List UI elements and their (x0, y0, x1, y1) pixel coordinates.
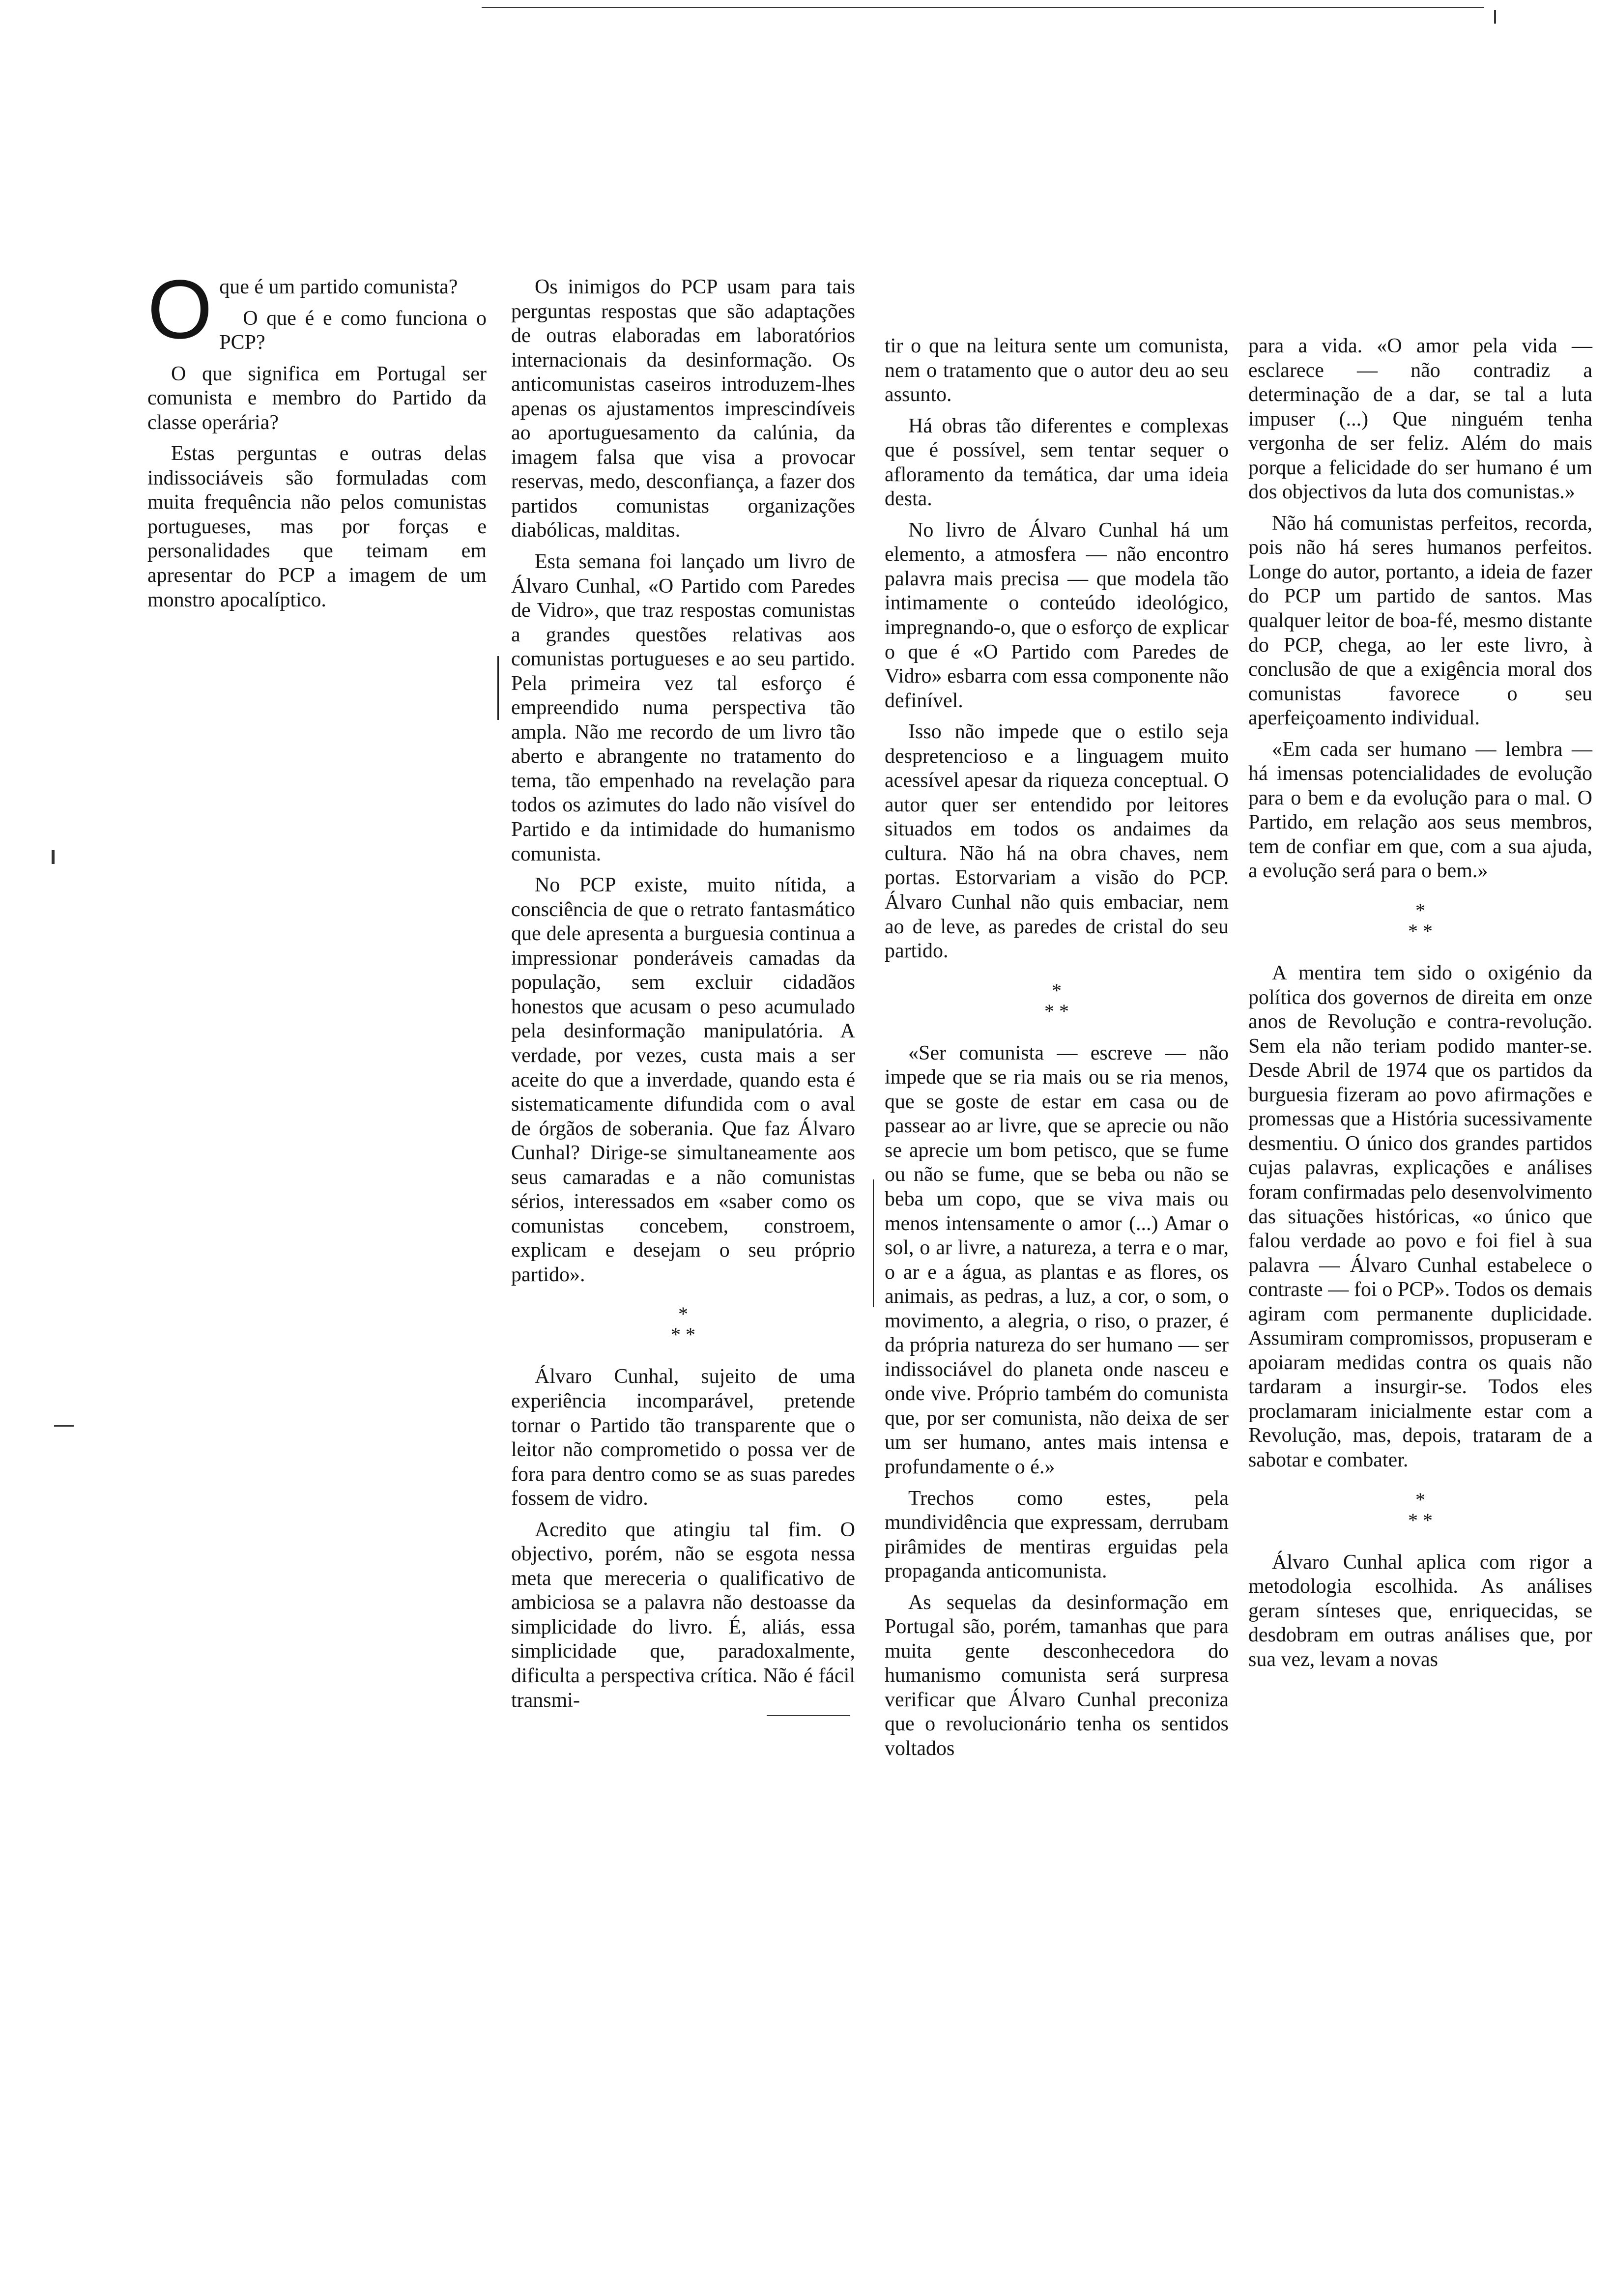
paragraph: Estas perguntas e outras delas indissociáveis são formuladas com muita frequência não pelos comunistas portugueses, mas por forças e personalidades que teimam em apresentar do PCP a imagem de um monstro apocalíptico. (147, 442, 487, 611)
paragraph: para a vida. «O amor pela vida — esclarece — não contradiz a determinação de a dar, se tal a luta impuser (...) Que ninguém tenha vergonha de ser feliz. Além do mais porque a felicidade do ser humano é um dos objectivos da luta dos comunistas.» (1248, 335, 1592, 504)
top-edge-line (482, 7, 1484, 8)
paragraph: Acredito que atingiu tal fim. O objectivo, porém, não se esgota nessa meta que mereceria o qualificativo de ambiciosa se a palavra não destoasse da simplicidade do livro. É, aliás, essa simplicidade que, paradoxalmente, dificulta a perspectiva crítica. Não é fácil transmi- (511, 1518, 855, 1712)
paragraph: As sequelas da desinformação em Portugal são, porém, tamanhas que para muita gente desconhecedora do humanismo comunista será surpresa verificar que Álvaro Cunhal preconiza que o revolucionário tenha os sentidos voltados (885, 1591, 1229, 1760)
section-separator: * * * (1044, 979, 1069, 1022)
section-separator: * * * (671, 1303, 695, 1346)
drop-cap: O (147, 263, 213, 356)
paragraph: Esta semana foi lançado um livro de Álvaro Cunhal, «O Partido com Paredes de Vidro», que traz respostas comunistas a grandes questões relativas aos comunistas portugueses e ao seu partido. Pela primeira vez tal esforço é empreendido numa perspectiva tão ampla. Não me recordo de um livro tão aberto e abrangente no tratamento do tema, tão empenhado na revelação para todos os azimutes do lado não visível do Partido e da intimidade do humanismo comunista. (511, 550, 855, 865)
paragraph: No livro de Álvaro Cunhal há um elemento, a atmosfera — não encontro palavra mais precisa — que modela tão intimamente o conteúdo ideológico, impregnando-o, que o esforço de explicar o que é «O Partido com Paredes de Vidro» esbarra com essa componente não definível. (885, 518, 1229, 712)
paragraph: Trechos como estes, pela mundividência que expressam, derrubam pirâmides de mentiras erguidas pela propaganda anticomunista. (885, 1487, 1229, 1583)
paragraph: Isso não impede que o estilo seja despretencioso e a linguagem muito acessível apesar da riqueza conceptual. O autor quer ser entendido por leitores situados em todos os andaimes da cultura. Não há na obra chaves, nem portas. Estorvariam a visão do PCP. Álvaro Cunhal não quis embaciar, nem ao de leve, as paredes de cristal do seu partido. (885, 720, 1229, 963)
section-separator: * * * (1408, 1488, 1433, 1531)
article-column-2 (511, 275, 855, 1720)
section-separator: * * * (1408, 899, 1433, 943)
paragraph: Álvaro Cunhal, sujeito de uma experiência incomparável, pretende tornar o Partido tão transparente que o leitor não comprometido o possa ver de fora para dentro como se as suas paredes fossem de vidro. (511, 1365, 855, 1510)
paragraph: Os inimigos do PCP usam para tais perguntas respostas que são adaptações de outras elaboradas em laboratórios internacionais da desinformação. Os anticomunistas caseiros introduzem-lhes apenas os ajustamentos imprescindíveis ao aportuguesamento da calúnia, da imagem falsa que visa a provocar reservas, medo, desconfiança, a fazer dos partidos comunistas organizações diabólicas, malditas. (511, 276, 855, 542)
article-column-4 (1248, 334, 1592, 1679)
paragraph: tir o que na leitura sente um comunista, nem o tratamento que o autor deu ao seu assunto. (885, 335, 1229, 406)
paragraph: «Ser comunista — escreve — não impede que se ria mais ou se ria menos, que se goste de estar em casa ou de passear ao ar livre, que se aprecie ou não se aprecie um bom petisco, que se fume ou não se fume, que se beba ou não se beba um copo, que se viva mais ou menos intensamente o amor (...) Amar o sol, o ar livre, a natureza, a terra e o mar, o ar e a água, as plantas e as flores, os animais, as pedras, a luz, a cor, o som, o movimento, a alegria, o riso, o prazer, é da própria natureza do ser humano — ser indissociável do planeta onde nasceu e onde vive. Próprio também do comunista que, por ser comunista, não deixa de ser um ser humano, antes mais intensa e profundamente o é.» (885, 1041, 1229, 1478)
lead-text: que é um partido comunista? (219, 276, 458, 298)
scan-speck (1494, 10, 1496, 24)
scan-speck (52, 850, 55, 864)
paragraph: No PCP existe, muito nítida, a consciência de que o retrato fantasmático que dele apresenta a burguesia continua a impressionar ponderáveis camadas da população, sem excluir cidadãos honestos que acusam o peso acumulado pela desinformação manipulatória. A verdade, por vezes, custa mais a ser aceite do que a inverdade, quando esta é sistematicamente difundida com o aval de órgãos de soberania. Que faz Álvaro Cunhal? Dirige-se simultaneamente aos seus camaradas e a não comunistas sérios, interessados em «saber como os comunistas concebem, constroem, explicam e desejam o seu próprio partido». (511, 874, 855, 1286)
scan-speck (54, 1425, 74, 1427)
article-column-3 (885, 334, 1229, 1768)
article-column-1 (147, 263, 487, 619)
paragraph: Álvaro Cunhal aplica com rigor a metodologia escolhida. As análises geram sínteses que, enriquecidas, se desdobram em outras análises que, por sua vez, levam a novas (1248, 1550, 1592, 1671)
paragraph: Há obras tão diferentes e complexas que é possível, sem tentar sequer o afloramento da temática, dar uma ideia desta. (885, 414, 1229, 511)
paragraph: O que significa em Portugal ser comunista e membro do Partido da classe operária? (147, 362, 487, 434)
column-rule (497, 656, 499, 720)
column-rule (873, 1179, 874, 1307)
paragraph: Não há comunistas perfeitos, recorda, pois não há seres humanos perfeitos. Longe do autor, portanto, a ideia de fazer do PCP um partido de santos. Mas qualquer leitor de boa-fé, mesmo distante do PCP, chega, ao ler este livro, à conclusão de que a exigência moral dos comunistas favorece o seu aperfeiçoamento individual. (1248, 512, 1592, 730)
paragraph: «Em cada ser humano — lembra — há imensas potencialidades de evolução para o bem e da evolução para o mal. O Partido, em relação aos seus membros, tem de confiar em que, com a sua ajuda, a evolução será para o bem.» (1248, 738, 1592, 883)
paragraph: O que é e como funciona o PCP? (219, 307, 487, 354)
paragraph: A mentira tem sido o oxigénio da política dos governos de direita em onze anos de Revolução e contra-revolução. Sem ela não teriam podido manter-se. Desde Abril de 1974 que os partidos da burguesia fizeram ao povo afirmações e promessas que a História sucessivamente desmentiu. O único dos grandes partidos cujas palavras, explicações e análises foram confirmadas pelo desenvolvimento das situações históricas, «o único que falou verdade ao povo e foi fiel à sua palavra — Álvaro Cunhal estabelece o contraste — foi o PCP». Todos os demais agiram com permanente duplicidade. Assumiram compromissos, propuseram e apoiaram medidas contra os quais não tardaram a insurgir-se. Todos eles proclamaram inicialmente estar com a Revolução, mas, depois, trataram de a sabotar e combater. (1248, 962, 1592, 1471)
